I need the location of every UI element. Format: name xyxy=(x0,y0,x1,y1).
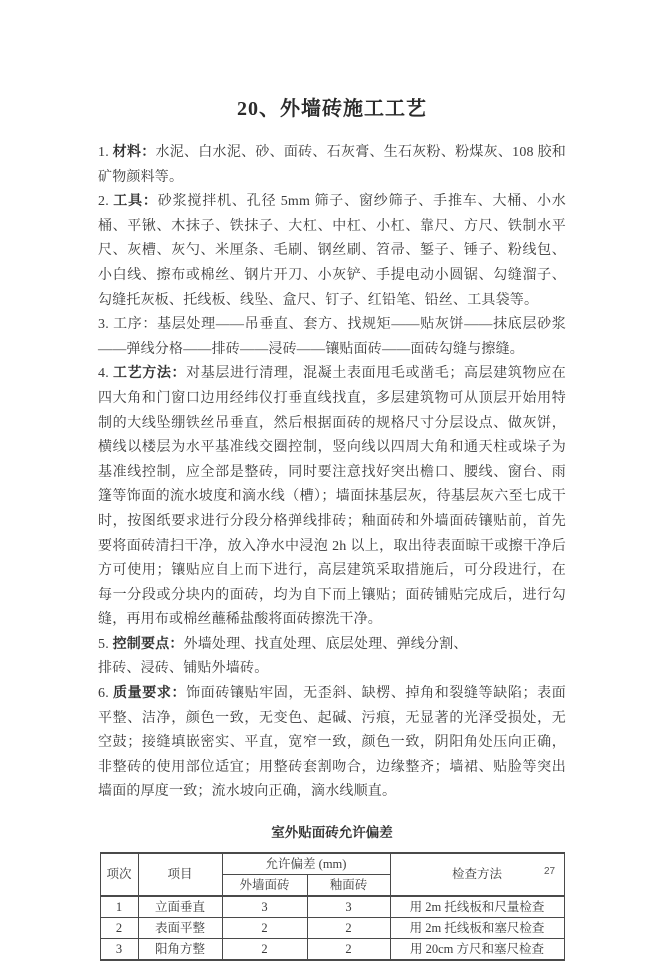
cell-item: 立面垂直 xyxy=(138,896,222,918)
subheader-exterior-tile: 外墙面砖 xyxy=(222,875,307,897)
header-deviation: 允许偏差 (mm) xyxy=(222,853,390,875)
section-label: 工具： xyxy=(113,194,158,210)
table-header-row xyxy=(100,853,564,875)
paragraph-materials xyxy=(98,141,566,190)
section-label: 工艺方法： xyxy=(113,366,187,382)
section-number: 4. xyxy=(98,366,114,382)
paragraph-method xyxy=(98,362,566,633)
section-label: 控制要点： xyxy=(112,636,184,652)
section-body: 对基层进行清理，混凝土表面甩毛或凿毛；高层建筑物应在四大角和门窗口边用经纬仪打垂直线找直，多层建筑物可从顶层开始用特制的大线坠绷铁丝吊垂直，然后根据面砖的规格尺寸分层设点、做灰饼，横线以楼层为水平基准线交圈控制，竖向线以四周大角和通天柱或垛子为基准线控制，应全部是整砖，同时要注意找好突出檐口、腰线、窗台、雨篷等饰面的流水坡度和滴水线（槽）；墙面抹基层灰，待基层灰六至七成干时，按图纸要求进行分段分格弹线排砖；釉面砖和外墙面砖镶贴前，首先要将面砖清扫干净，放入净水中浸泡 2h 以上，取出待表面晾干或擦干净后方可使用；镶贴应自上而下进行，高层建筑采取措施后，可分段进行，在每一分段或分块内的面砖，均为自下而上镶贴；面砖铺贴完成后，进行勾缝，再用布或棉丝蘸稀盐酸将面砖擦洗干净。 xyxy=(98,366,567,628)
cell-glazed-value: 2 xyxy=(307,939,390,961)
paragraph-tools xyxy=(98,190,566,313)
cell-index: 1 xyxy=(100,896,138,918)
section-body: 饰面砖镶贴牢固，无歪斜、缺楞、掉角和裂缝等缺陷；表面平整、洁净，颜色一致，无变色、起碱、污痕，无显著的光泽受损处，无空鼓；接缝填嵌密实、平直，宽窄一致，颜色一致，阴阳角处压向正确，非整砖的使用部位适宜；用整砖套割吻合，边缘整齐；墙裙、贴脸等突出墙面的厚度一致；流水坡向正确，滴水线顺直。 xyxy=(98,686,567,800)
cell-index: 3 xyxy=(100,939,138,961)
subheader-glazed-tile: 釉面砖 xyxy=(307,875,390,897)
section-body: 水泥、白水泥、砂、面砖、石灰膏、生石灰粉、粉煤灰、108 胶和矿物颜料等。 xyxy=(98,145,566,185)
paragraph-quality xyxy=(98,682,566,805)
document-content xyxy=(98,92,566,961)
header-method: 检查方法 xyxy=(390,853,564,896)
section-body-continuation: 排砖、浸砖、铺贴外墙砖。 xyxy=(98,661,269,677)
section-label: 质量要求： xyxy=(113,686,187,702)
cell-glazed-value: 2 xyxy=(307,918,390,939)
section-body: 外墙处理、找直处理、底层处理、弹线分割、 xyxy=(183,636,468,652)
page-title: 20、外墙砖施工工艺 xyxy=(237,98,427,120)
paragraph-procedure xyxy=(98,313,566,362)
section-number: 2. xyxy=(98,194,114,210)
cell-exterior-value: 2 xyxy=(222,939,307,961)
section-label: 工序： xyxy=(113,317,158,333)
section-body: 砂浆搅拌机、孔径 5mm 筛子、窗纱筛子、手推车、大桶、小水桶、平锹、木抹子、铁抹子、大杠、中杠、小杠、靠尺、方尺、铁制水平尺、灰槽、灰勺、米厘条、毛刷、钢丝刷、笤帚、錾子、锤子、粉线包、小白线、擦布或棉丝、钢片开刀、小灰铲、手提电动小圆锯、勾缝溜子、勾缝托灰板、托线板、线坠、盒尺、钉子、红铅笔、铅丝、工具袋等。 xyxy=(98,194,566,308)
table-caption: 室外贴面砖允许偏差 xyxy=(271,825,393,841)
section-number: 1. xyxy=(98,145,113,160)
section-number: 5. xyxy=(98,636,113,652)
section-label: 材料： xyxy=(112,145,156,160)
page-number: 27 xyxy=(544,866,556,877)
cell-method: 用 2m 托线板和塞尺检查 xyxy=(390,918,564,939)
section-number: 3. xyxy=(98,317,114,333)
cell-item: 阳角方整 xyxy=(138,939,222,961)
section-number: 6. xyxy=(98,686,114,702)
cell-method: 用 20cm 方尺和塞尺检查 xyxy=(390,939,564,961)
header-index: 项次 xyxy=(100,853,138,896)
cell-index: 2 xyxy=(100,918,138,939)
table-row xyxy=(100,918,564,939)
cell-exterior-value: 2 xyxy=(222,918,307,939)
paragraph-control-points xyxy=(98,633,566,682)
cell-item: 表面平整 xyxy=(138,918,222,939)
cell-glazed-value: 3 xyxy=(307,896,390,918)
cell-exterior-value: 3 xyxy=(222,896,307,918)
table-row xyxy=(100,896,564,918)
deviation-table xyxy=(100,852,565,961)
table-row xyxy=(100,939,564,961)
section-body: 基层处理——吊垂直、套方、找规矩——贴灰饼——抹底层砂浆——弹线分格——排砖——浸砖——镶贴面砖——面砖勾缝与擦缝。 xyxy=(98,317,566,357)
header-item: 项目 xyxy=(138,853,222,896)
cell-method: 用 2m 托线板和尺量检查 xyxy=(390,896,564,918)
